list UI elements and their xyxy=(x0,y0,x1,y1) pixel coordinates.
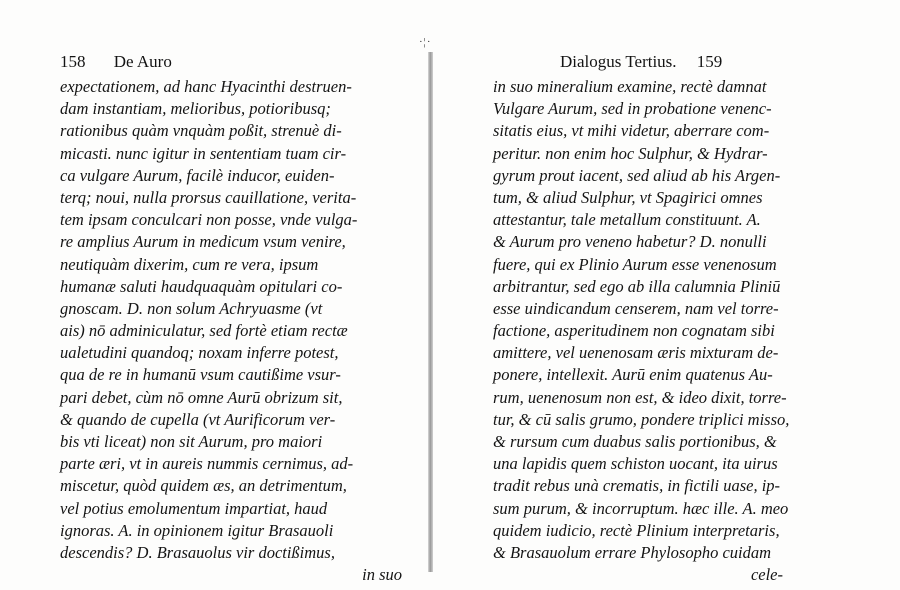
text-line: rum, uenenosum non est, & ideo dixit, torre- xyxy=(493,387,787,407)
text-line: tradit rebus unà crematis, in fictili uase, ip- xyxy=(493,476,781,496)
text-line: sitatis eius, vt mihi videtur, aberrare com- xyxy=(493,121,770,141)
gutter-mark: ·¦· xyxy=(419,36,432,48)
text-line: amittere, vel uenenosam æris mixturam de- xyxy=(493,343,779,363)
catchword: cele- xyxy=(750,565,783,585)
left-page-header xyxy=(60,52,230,72)
text-line: gyrum prout iacent, sed aliud ab his Argen- xyxy=(493,165,781,185)
text-line: & Brasauolum errare Phylosopho cuidam xyxy=(493,542,772,562)
left-page-number: 158 xyxy=(60,52,86,71)
left-running-head: De Auro xyxy=(113,52,172,71)
text-line: ais) nō adminiculatur, sed fortè etiam rectæ xyxy=(60,321,348,341)
text-line: vel potius emolumentum impartiat, haud xyxy=(60,498,328,518)
text-line: & quando de cupella (vt Aurificorum ver- xyxy=(60,409,336,429)
text-line: micasti. nunc igitur in sententiam tuam cir- xyxy=(60,143,347,163)
text-line: expectationem, ad hanc Hyacinthi destruen- xyxy=(60,77,352,96)
text-line: ignoras. A. in opinionem igitur Brasauoli xyxy=(60,520,334,540)
text-line: descendis? D. Brasauolus vir doctißimus, xyxy=(60,542,335,562)
text-line: & rursum cum duabus salis portionibus, & xyxy=(493,432,777,451)
text-line: una lapidis quem schiston uocant, ita uirus xyxy=(493,454,778,474)
text-line: tum, & aliud Sulphur, vt Spagirici omnes xyxy=(493,187,763,207)
text-line: rationibus quàm vnquàm poßit, strenuè di- xyxy=(60,121,342,141)
text-line: sum purum, & incorruptum. hæc ille. A. meo xyxy=(493,498,789,518)
text-line: qua de re in humanū vsum cautißime vsur- xyxy=(60,365,341,385)
text-line: dam instantiam, melioribus, potioribusq; xyxy=(60,99,331,119)
text-line: ca vulgare Aurum, facilè inducor, euiden- xyxy=(60,165,335,185)
book-gutter xyxy=(428,52,433,572)
text-line: attestantur, tale metallum constituunt. A. xyxy=(493,210,761,230)
right-page-header xyxy=(560,52,775,72)
text-line: neutiquàm dixerim, cum re vera, ipsum xyxy=(60,254,319,274)
text-line: & Aurum pro veneno habetur? D. nonulli xyxy=(493,232,767,252)
text-line: pari debet, cùm nō omne Aurū obrizum sit, xyxy=(60,387,343,407)
text-line: humanæ saluti haudquaquàm opitulari co- xyxy=(60,276,343,296)
right-running-head: Dialogus Tertius. xyxy=(560,52,677,71)
text-line: terq; noui, nulla prorsus cauillatione, verita- xyxy=(60,187,357,207)
right-page-number: 159 xyxy=(696,52,723,71)
text-line: in suo mineralium examine, rectè damnat xyxy=(493,77,767,96)
text-line: re amplius Aurum in medicum vsum venire, xyxy=(60,232,346,252)
text-line: gnoscam. D. non solum Achryuasme (vt xyxy=(60,298,323,318)
text-line: factione, asperitudinem non cognatam sibi xyxy=(493,321,775,341)
text-line: bis vti liceat) non sit Aurum, pro maiori xyxy=(60,432,323,451)
text-line: tur, & cū salis grumo, pondere triplici misso, xyxy=(493,409,790,429)
text-line: parte æri, vt in aureis nummis cernimus, ad- xyxy=(60,454,354,474)
right-page-text xyxy=(493,76,790,586)
text-line: fuere, qui ex Plinio Aurum esse venenosum xyxy=(493,254,777,274)
text-line: esse uindicandum censerem, nam vel torre- xyxy=(493,298,779,318)
text-line: quidem iudicio, rectè Plinium interpretaris, xyxy=(493,520,780,540)
text-line: ponere, intellexit. Aurū enim quatenus Au- xyxy=(493,365,773,385)
catchword: in suo xyxy=(362,565,402,585)
text-line: miscetur, quòd quidem æs, an detrimentum, xyxy=(60,476,347,496)
text-line: Vulgare Aurum, sed in probatione venenc- xyxy=(493,99,772,119)
text-line: peritur. non enim hoc Sulphur, & Hydrar- xyxy=(493,143,768,163)
text-line: tem ipsam conculcari non posse, vnde vulga- xyxy=(60,210,358,230)
text-line: ualetudini quandoq; noxam inferre potest, xyxy=(60,343,339,363)
left-page-text xyxy=(60,76,410,586)
text-line: arbitrantur, sed ego ab illa calumnia Pliniū xyxy=(493,276,781,296)
